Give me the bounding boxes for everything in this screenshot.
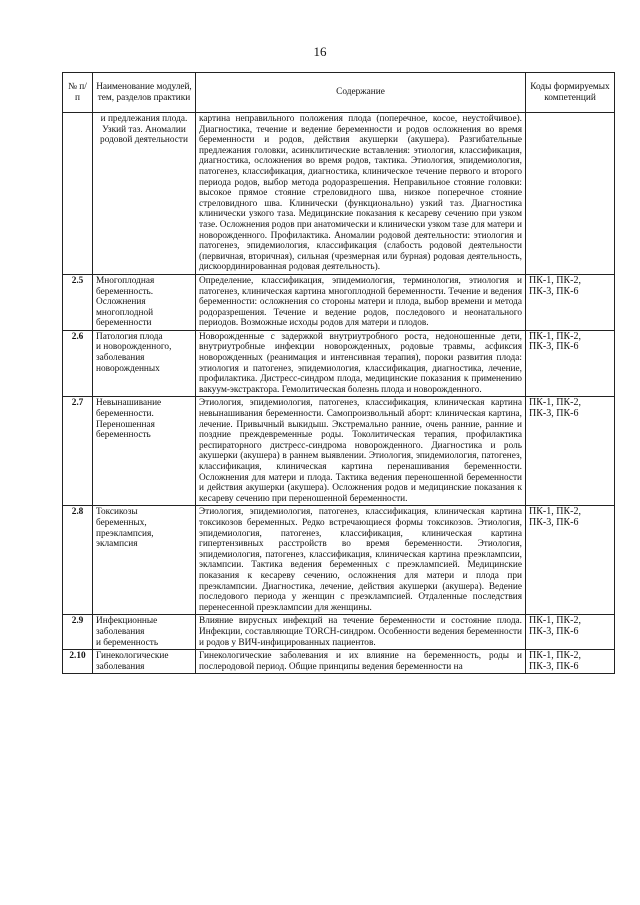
cell-content: картина неправильного положения плода (поперечное, косое, неустойчивое). Диагностика, течение и ведение беременности и родов осложнения во время беременности и родов, действия акушерки (акушера). Разгибательные предлежания головки, асинклитические вставления: этиология, классификация, диагностика, осложнения во время родов, тактика. Этиология, эпидемиология, патогенез, классификация, диагностика, клиническое течение первого и второго периода родов, выбор метода родоразрешения. Неправильное стояние головки: высокое прямое стояние стреловидного шва, низкое поперечное стояние стреловидного шва. Клинически (функционально) узкий таз. Диагностика клинически узкого таза. Медицинские показания к кесареву сечению при узком тазе. Осложнения родов при анатомически и клинически узком тазе для матери и новорожденного. Профилактика. Аномалии родовой деятельности: этиология и патогенез, эпидемиология, классификация (слабость родовой деятельности (первичная, вторичная), сильная (чрезмерная или бурная) родовая деятельность, дискоординированная родовая деятельность). bbox=[196, 113, 526, 275]
cell-codes: ПК-1, ПК-2, ПК-3, ПК-6 bbox=[526, 397, 615, 506]
cell-content: Гинекологические заболевания и их влияние на беременность, роды и послеродовой период. Общие принципы ведения беременности на bbox=[196, 650, 526, 674]
cell-num: 2.5 bbox=[63, 274, 93, 330]
cell-name: и предлежания плода. Узкий таз. Аномалии родовой деятельности bbox=[93, 113, 196, 275]
table-row bbox=[63, 506, 615, 615]
cell-name: Инфекционные заболевания и беременность bbox=[93, 615, 196, 650]
header-num: № п/п bbox=[63, 73, 93, 113]
cell-content: Новорожденные с задержкой внутриутробного роста, недоношенные дети, внутриутробные инфекции новорожденных, родовые травмы, асфиксия новорожденных (реанимация и интенсивная терапия), пороки развития плода: этиология и патогенез, эпидемиология, классификация, диагностика, лечение, профилактика. Дистресс-синдром плода, медицинские показания к применению вакуум-экстрактора. Гемолитическая болезнь плода и новорожденного. bbox=[196, 330, 526, 397]
cell-content: Влияние вирусных инфекций на течение беременности и состояние плода. Инфекции, составляющие TORCH-синдром. Особенности ведения беременности и родов у ВИЧ-инфицированных пациентов. bbox=[196, 615, 526, 650]
cell-num: 2.6 bbox=[63, 330, 93, 397]
cell-name: Патология плода и новорожденного, заболевания новорожденных bbox=[93, 330, 196, 397]
header-content: Содержание bbox=[196, 73, 526, 113]
cell-codes: ПК-1, ПК-2, ПК-3, ПК-6 bbox=[526, 615, 615, 650]
cell-num: 2.8 bbox=[63, 506, 93, 615]
table-row bbox=[63, 650, 615, 674]
cell-codes bbox=[526, 113, 615, 275]
header-name: Наименование модулей, тем, разделов практики bbox=[93, 73, 196, 113]
cell-content: Этиология, эпидемиология, патогенез, классификация, клиническая картина токсикозов беременных. Редко встречающиеся формы токсикозов. Этиология, эпидемиология, патогенез, классификация, клиническая картина гипертензивных расстройств во время беременности. Этиология, эпидемиология, патогенез, классификация, клиническая картина преэклампсии, эклампсии. Тактика ведения беременных с преэклампсией. Медицинские показания к кесареву сечению, осложнения для матери и плода при преэклампсии. Диагностика, лечение, действия акушерки (акушера). Ведение последового периода у женщин с преэклампсией. Отдаленные последствия перенесенной преэклампсии для женщины. bbox=[196, 506, 526, 615]
cell-codes: ПК-1, ПК-2, ПК-3, ПК-6 bbox=[526, 274, 615, 330]
cell-codes: ПК-1, ПК-2, ПК-3, ПК-6 bbox=[526, 506, 615, 615]
cell-num bbox=[63, 113, 93, 275]
cell-content: Этиология, эпидемиология, патогенез, классификация, клиническая картина невынашивания беременности. Самопроизвольный аборт: клиническая картина, лечение. Привычный выкидыш. Экстремально ранние, очень ранние, ранние и поздние преждевременные роды. Токолитическая терапия, профилактика респираторного дистресс-синдрома новорожденного. Диагностика и роль акушерки (акушера) в раннем выявлении. Этиология, эпидемиология, патогенез, классификация, клиническая картина перенашивания беременности. Осложнения для матери и плода. Тактика ведения переношенной беременности и действия акушерки (акушера). Осложнения родов и медицинские показания к кесареву сечению при переношенной беременности. bbox=[196, 397, 526, 506]
page-number: 16 bbox=[313, 44, 327, 59]
cell-num: 2.7 bbox=[63, 397, 93, 506]
table-row bbox=[63, 615, 615, 650]
cell-codes: ПК-1, ПК-2, ПК-3, ПК-6 bbox=[526, 650, 615, 674]
cell-num: 2.9 bbox=[63, 615, 93, 650]
cell-name: Невынашивание беременности. Переношенная беременность bbox=[93, 397, 196, 506]
curriculum-table bbox=[62, 72, 615, 674]
table-header-row bbox=[63, 73, 615, 113]
cell-name: Многоплодная беременность. Осложнения многоплодной беременности bbox=[93, 274, 196, 330]
cell-content: Определение, классификация, эпидемиология, терминология, этиология и патогенез, клиническая картина многоплодной беременности. Течение и ведения беременности: осложнения со стороны матери и плода, выбор времени и метода родоразрешения. Течение и ведение родов, последового и неонатального периодов. Возможные исходы родов для матери и плодов. bbox=[196, 274, 526, 330]
table-row-continuation bbox=[63, 113, 615, 275]
cell-name: Токсикозы беременных, преэклампсия, эклампсия bbox=[93, 506, 196, 615]
cell-name: Гинекологические заболевания bbox=[93, 650, 196, 674]
cell-num: 2.10 bbox=[63, 650, 93, 674]
table-row bbox=[63, 274, 615, 330]
table-row bbox=[63, 330, 615, 397]
table-row bbox=[63, 397, 615, 506]
cell-codes: ПК-1, ПК-2, ПК-3, ПК-6 bbox=[526, 330, 615, 397]
header-codes: Коды формируемых компетенций bbox=[526, 73, 615, 113]
